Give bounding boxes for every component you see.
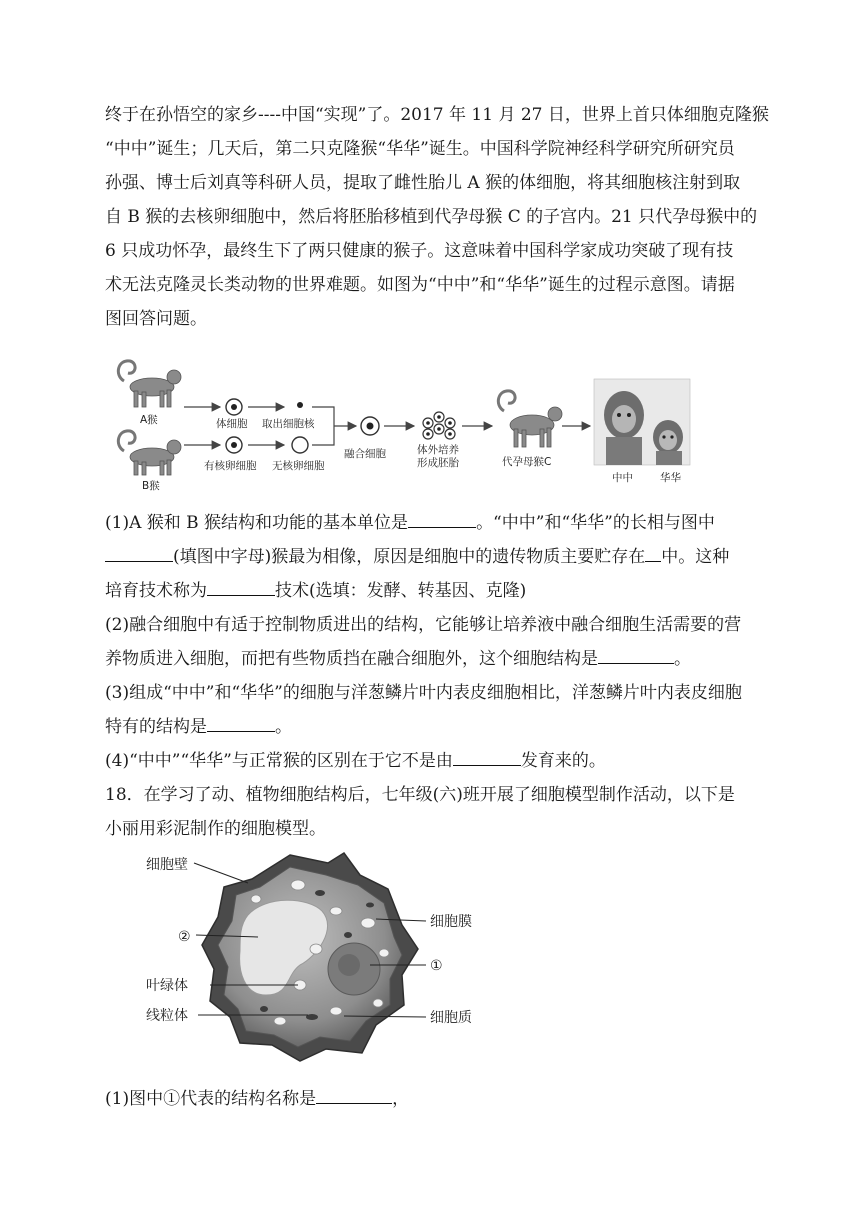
monkey-b-icon xyxy=(118,431,181,475)
answer-blank[interactable] xyxy=(645,543,661,562)
q17-sub4-line1: (4)“中中”“华华”与正常猴的区别在于它不是由 发育来的。 xyxy=(105,744,755,778)
q17-sub1-line3: 培育技术称为 技术(选填：发酵、转基因、克隆) xyxy=(105,574,755,608)
q18-intro-line2: 小丽用彩泥制作的细胞模型。 xyxy=(105,819,326,839)
intro-line: 终于在孙悟空的家乡----中国“实现”了。2017 年 11 月 27 日，世界上首只体细胞克隆猴 xyxy=(105,105,769,125)
cell-wall-label: 细胞壁 xyxy=(146,857,188,873)
intro-line: 自 B 猴的去核卵细胞中，然后将胚胎移植到代孕母猴 C 的子宫内。21 只代孕母猴中的 xyxy=(105,207,758,227)
q17-sub3-line2: 特有的结构是 。 xyxy=(105,710,755,744)
huahua-label: 华华 xyxy=(660,472,681,484)
mitochondria-label: 线粒体 xyxy=(146,1008,188,1024)
fused-cell-label: 融合细胞 xyxy=(344,448,386,460)
culture-label-line1: 体外培养 xyxy=(417,444,459,456)
answer-blank[interactable] xyxy=(105,543,173,562)
enucleated-egg-label: 无核卵细胞 xyxy=(272,460,325,472)
monkey-b-label: B猴 xyxy=(142,480,160,492)
q17-sub2-line1: (2)融合细胞中有适于控制物质进出的结构，它能够让培养液中融合细胞生活需要的营 xyxy=(105,615,742,635)
q17-sub2-line2: 养物质进入细胞，而把有些物质挡在融合细胞外，这个细胞结构是 。 xyxy=(105,642,755,676)
q17-sub1-line2: (填图中字母)猴最为相像，原因是细胞中的遗传物质主要贮存在 中。这种 xyxy=(105,540,755,574)
answer-blank[interactable] xyxy=(598,645,674,664)
plant-cell-model-figure xyxy=(140,845,485,1065)
nucleus-icon xyxy=(297,402,303,408)
surrogate-label: 代孕母猴C xyxy=(502,456,552,468)
take-nucleus-label: 取出细胞核 xyxy=(262,418,315,430)
zhongzhong-label: 中中 xyxy=(612,472,633,484)
answer-blank[interactable] xyxy=(207,577,275,596)
question-17-subquestions xyxy=(105,506,755,846)
answer-blank[interactable] xyxy=(453,747,521,766)
intro-line: 孙强、博士后刘真等科研人员，提取了雌性胎儿 A 猴的体细胞，将其细胞核注射到取 xyxy=(105,173,741,193)
intro-line: “中中”诞生；几天后，第二只克隆猴“华华”诞生。中国科学院神经科学研究所研究员 xyxy=(105,139,735,159)
culture-label-line2: 形成胚胎 xyxy=(417,457,459,469)
q17-sub3-line1: (3)组成“中中”和“华华”的细胞与洋葱鳞片叶内表皮细胞相比，洋葱鳞片叶内表皮细胞 xyxy=(105,683,742,703)
intro-paragraph xyxy=(105,98,769,336)
q18-sub1-line1: (1)图中①代表的结构名称是 ， xyxy=(105,1082,755,1116)
chloroplast-label: 叶绿体 xyxy=(146,978,188,994)
answer-blank[interactable] xyxy=(408,509,476,528)
nucleus-number-label: ① xyxy=(430,958,443,974)
intro-line: 6 只成功怀孕，最终生下了两只健康的猴子。这意味着中国科学家成功突破了现有技 xyxy=(105,241,734,261)
intro-line: 图回答问题。 xyxy=(105,309,207,329)
q18-intro-line1: 18．在学习了动、植物细胞结构后，七年级(六)班开展了细胞模型制作活动，以下是 xyxy=(105,785,735,805)
nucleated-egg-label: 有核卵细胞 xyxy=(204,460,257,472)
cytoplasm-label: 细胞质 xyxy=(430,1010,472,1026)
body-cell-label: 体细胞 xyxy=(216,418,248,430)
cell-membrane-label: 细胞膜 xyxy=(430,914,472,930)
cloning-process-figure xyxy=(112,345,692,495)
enucleated-egg-icon xyxy=(292,437,308,453)
monkey-a-icon xyxy=(118,361,181,407)
intro-line: 术无法克隆灵长类动物的世界难题。如图为“中中”和“华华”诞生的过程示意图。请据 xyxy=(105,275,735,295)
answer-blank[interactable] xyxy=(316,1085,392,1104)
question-18-subquestions xyxy=(105,1082,755,1116)
vacuole-number-label: ② xyxy=(178,929,191,945)
monkey-c-icon xyxy=(498,391,562,447)
answer-blank[interactable] xyxy=(207,713,275,732)
q17-sub1-line1: (1)A 猴和 B 猴结构和功能的基本单位是 。“中中”和“华华”的长相与图中 xyxy=(105,506,755,540)
monkey-a-label: A猴 xyxy=(140,414,158,426)
cloned-monkeys-photo xyxy=(594,379,690,465)
